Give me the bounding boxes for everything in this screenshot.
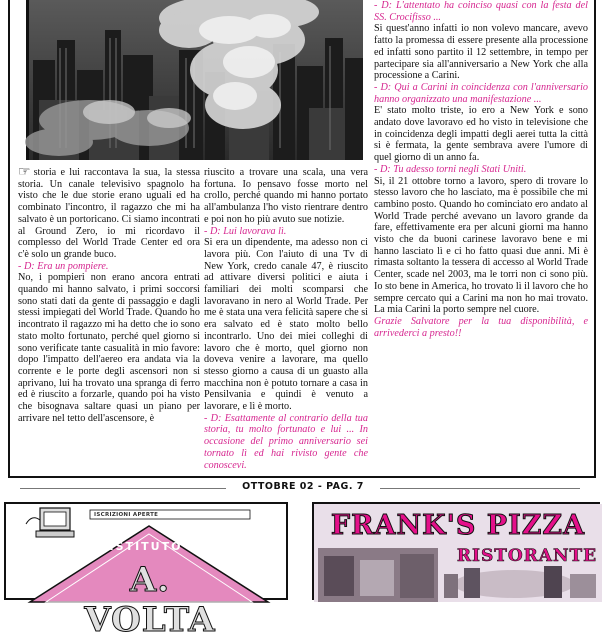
question-1: - D: Era un pompiere. xyxy=(18,260,109,272)
volta-top-banner-text: ISCRIZIONI APERTE xyxy=(94,512,159,518)
skyline-smoke-illustration xyxy=(29,0,363,160)
computer-icon xyxy=(26,508,74,537)
page-footer xyxy=(0,481,600,495)
answer-4: E' stato molto triste, io ero a New York e sono andato dove lavoravo ed ho visto in televisione che in coincidenza degli impatti degli aerei tutta la città si è fermata, la gente sembrava avere l'umore di quel giorno di un anno fa. xyxy=(374,105,588,164)
franks-pizza-title: FRANK'S PIZZA xyxy=(330,510,586,541)
closing-thanks: Grazie Salvatore per la tua disponibilità, e arrivederci a presto!! xyxy=(374,315,588,339)
paragraph-lead xyxy=(18,167,200,261)
paragraph-continued: riuscito a trovare una scala, una vera fortuna. Io pensavo fosse morto nel crollo, perché quando mi hanno portato all'ambulanza l'ho visto rientrare dentro e poi non ho più avuto sue notizie. xyxy=(204,167,368,225)
article-column-1 xyxy=(18,167,200,473)
question-4: - D: Qui a Carini in coincidenza con l'anniversario hanno organizzato una manifestazione ... xyxy=(374,81,588,105)
volta-school-name: A. VOLTA xyxy=(84,560,216,640)
footer-rule-right xyxy=(380,488,580,489)
world-trade-center-photo xyxy=(26,0,360,160)
answer-1: No, i pompieri non erano ancora entrati quando mi hanno salvato, i primi soccorsi sono stati dati da gente di passaggio e dagli stessi impiegati del World Trade. Quando ho incontrato il ragazzo mi ha detto che io sono stato molto fortunato, perché quel giorno si sono verificate tante casualità in mio favore: dopo l'impatto dell'aereo era andata via la corrente e le porte degli ascensori non si aprivano, lui ha trovato una spranga di ferro ed è riuscito a forzarle, quando poi ha visto che bisognava saltare quasi un piano per arrivare nel tetto dell'ascensore, è xyxy=(18,272,200,424)
footer-rule-left xyxy=(20,488,226,489)
volta-istituto-label: ISTITUTO xyxy=(109,540,183,553)
pointing-hand-icon: ☞ xyxy=(18,165,31,180)
question-5: - D: Tu adesso torni negli Stati Uniti. xyxy=(374,163,527,175)
lead-text: storia e lui raccontava la sua, la stessa storia. Un canale televisivo spagnolo ha visto che le due storie erano uguali ed ha combinato l'incontro, il ragazzo che mi ha salvato è un portoricano. Ci siamo incontrati al Ground Zero, io mi ricordavo il complesso del World Trade Center ed ora c'è solo un grande buco. xyxy=(18,167,200,260)
question-3: - D: Esattamente al contrario della tua storia, tu molto fortunato e lui ... In occasione del primo anniversario sei tornato lì ed hai rivisto gente che conoscevi. xyxy=(204,412,368,471)
article-column-2 xyxy=(204,167,368,473)
question-2: - D: Lui lavorava lì. xyxy=(204,225,287,237)
article-column-3 xyxy=(374,0,588,473)
footer-text: OTTOBRE 02 - PAG. 7 xyxy=(242,481,364,492)
question-0: - D: L'attentato ha coinciso quasi con la festa del SS. Crocifisso ... xyxy=(374,0,588,23)
advert-franks-pizza xyxy=(312,502,600,600)
answer-0: Si quest'anno infatti io non volevo mancare, avevo fatto la promessa di essere presente alla processione ed infatti sono partito il 12 settembre, in tempo per partecipare sia all'anniversario a New York che alla processione a Carini. xyxy=(374,23,588,82)
franks-pizza-subtitle: RISTORANTE xyxy=(456,546,598,566)
answer-5: Si, il 21 ottobre torno a lavoro, spero di trovare lo stesso lavoro che ho lasciato, ma è possibile che mi cambino posto. Quando ho cominciato ero andato al World Trade perché avevano un lavoro grande da fare, effettivamente era per alcuni giorni ma hanno visto che da buoni carinese lavoravo bene e mi hanno lasciato lì e ci ho fatto quasi due anni. Mi è rimasta soltanto la tessera di accesso al World Trade Center, scade nel 2003, ma le torri non ci sono più. Io sto bene in America, ho trovato lì il lavoro che ho sempre cercato qui a Carini ma non ho mai trovato. La mia Carini la porto sempre nel cuore. xyxy=(374,175,588,316)
advert-istituto-volta xyxy=(4,502,288,640)
answer-2: Si era un dipendente, ma adesso non ci lavora più. Con l'aiuto di una Tv di New York, credo canale 47, è riuscito ad attivare diversi politici e aiuta i familiari dei molti scomparsi che lavoravano in nero al World Trade. Per me è stata una vera felicità sapere che si era salvato ed è stato molto bello incontrarlo. Uno dei miei colleghi di lavoro che è morto, quel giorno non doveva venire a lavorare, ma quello stesso giorno a causa di un guasto alla macchina non è potuto tornare a casa in Pensilvania e quindi è venuto a lavorare, e lì è morto. xyxy=(204,237,368,413)
